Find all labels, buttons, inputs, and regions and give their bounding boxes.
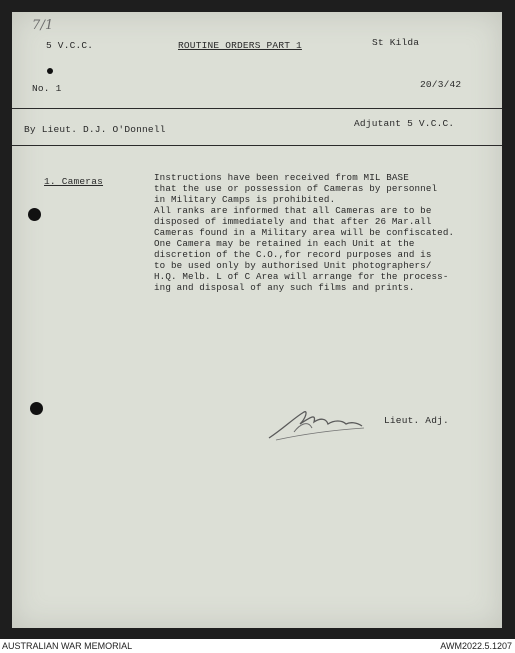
order-date: 20/3/42 (420, 79, 462, 90)
document-title: ROUTINE ORDERS PART 1 (178, 40, 302, 51)
punch-hole-top (28, 208, 41, 221)
order-line: Instructions have been received from MIL BASE (154, 172, 409, 183)
archive-reference: AWM2022.5.1207 (440, 641, 512, 651)
order-line: ing and disposal of any such films and prints. (154, 282, 415, 293)
order-line: H.Q. Melb. L of C Area will arrange for the process- (154, 271, 449, 282)
order-line: All ranks are informed that all Cameras are to be (154, 205, 432, 216)
punch-hole-bottom (30, 402, 43, 415)
handwritten-annotation: 7/1 (32, 18, 54, 33)
divider-top (12, 108, 502, 109)
signature-rank: Lieut. Adj. (384, 415, 449, 426)
document-page (12, 12, 502, 628)
issued-by: By Lieut. D.J. O'Donnell (24, 124, 166, 135)
divider-bottom (12, 145, 502, 146)
order-line: One Camera may be retained in each Unit at the (154, 238, 415, 249)
order-line: Cameras found in a Military area will be confiscated. (154, 227, 455, 238)
order-line: disposed of immediately and that after 26 Mar.all (154, 216, 432, 227)
order-number: No. 1 (32, 83, 62, 94)
location: St Kilda (372, 37, 420, 48)
order-line: to be used only by authorised Unit photographers/ (154, 260, 432, 271)
order-heading: 1. Cameras (44, 176, 104, 187)
punch-mark-small (47, 68, 53, 74)
archive-name: AUSTRALIAN WAR MEMORIAL (2, 641, 133, 651)
archive-footer (0, 639, 515, 653)
order-line: discretion of the C.O.,for record purposes and is (154, 249, 432, 260)
unit-name: 5 V.C.C. (46, 40, 94, 51)
signature-graphic (264, 404, 384, 444)
order-line: that the use or possession of Cameras by personnel (154, 183, 438, 194)
order-line: in Military Camps is prohibited. (154, 194, 336, 205)
adjutant-role: Adjutant 5 V.C.C. (354, 118, 455, 129)
